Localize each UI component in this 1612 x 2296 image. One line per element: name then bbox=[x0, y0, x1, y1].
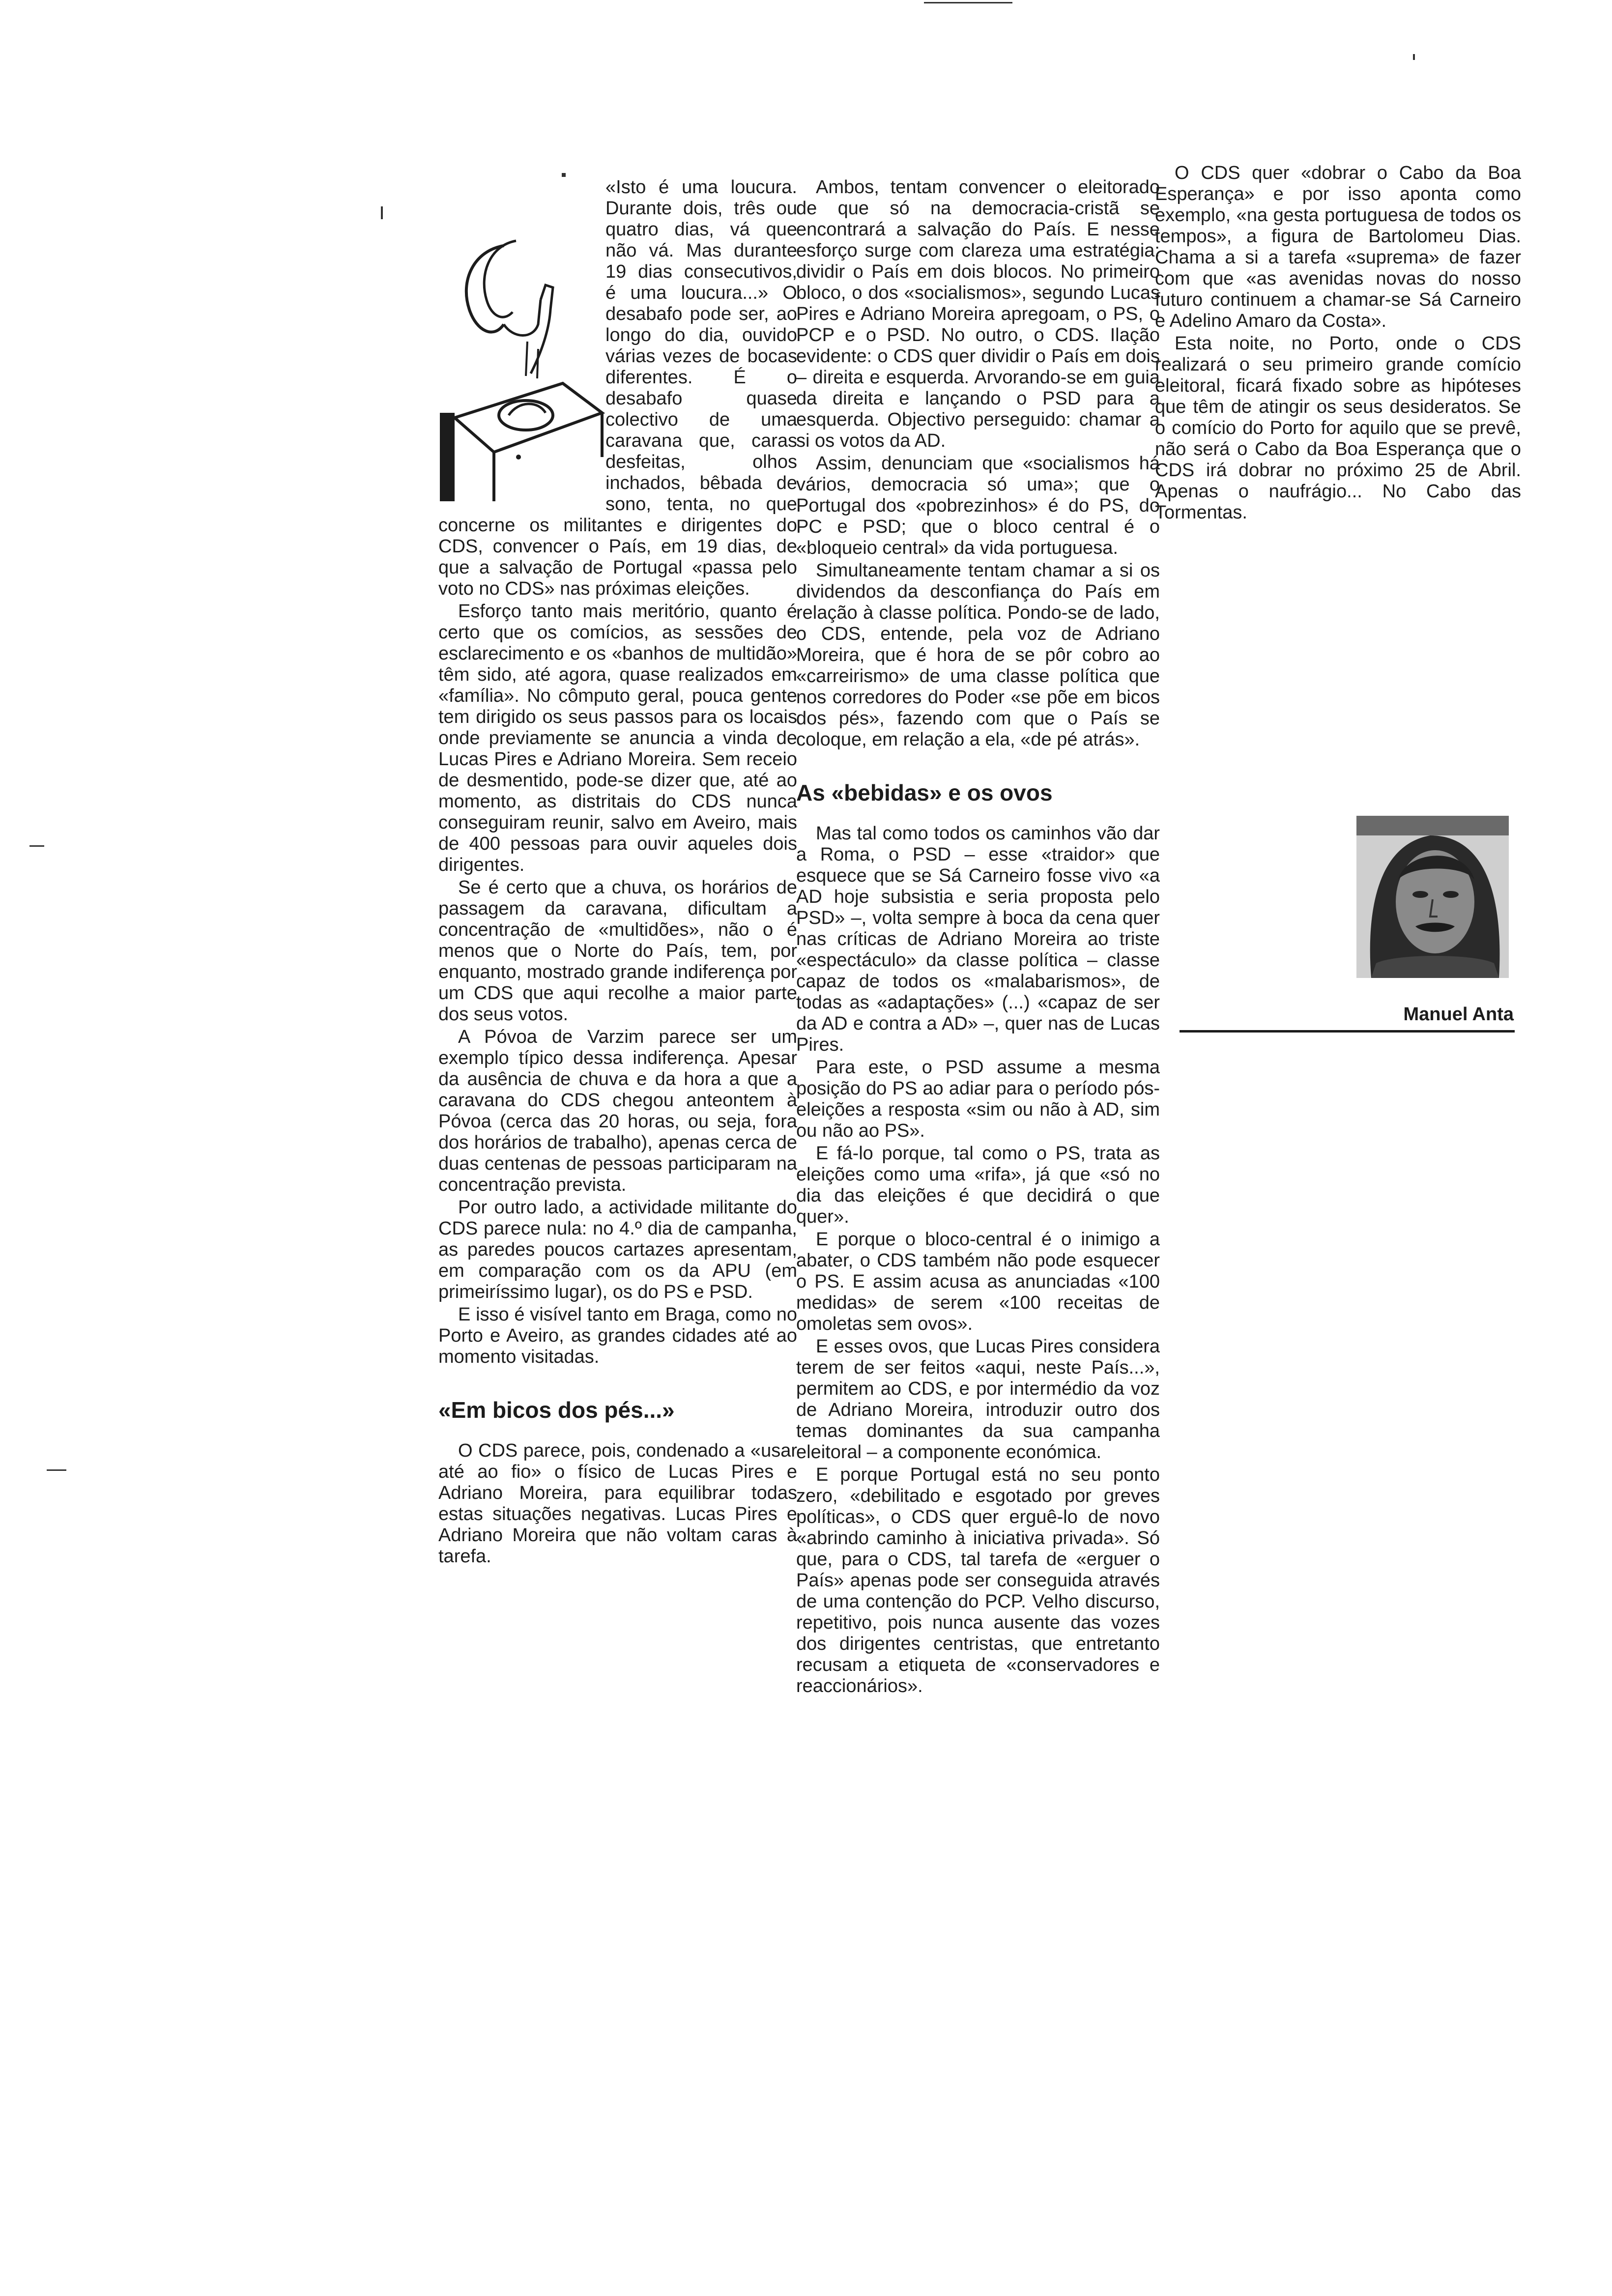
subhead-bebidas-e-ovos: As «bebidas» e os ovos bbox=[796, 780, 1053, 805]
scan-mark bbox=[562, 173, 566, 177]
paragraph: Simultaneamente tentam chamar a si os dividendos da desconfiança do País em relação à classe política. Pondo-se de lado, o CDS, entende, pela voz de Adriano Moreira, que é hora de se pôr cobro ao «carreirismo» de uma classe política que nos corredores do Poder «se põe em bicos dos pés», fazendo com que o País se coloque, em relação a ela, «de pé atrás». bbox=[796, 560, 1160, 750]
paragraph: E esses ovos, que Lucas Pires considera terem de ser feitos «aqui, neste País...», permitem ao CDS, e por intermédio da voz de Adriano Moreira, introduzir outro dos temas dominantes da sua campanha eleitoral – a componente económica. bbox=[796, 1336, 1160, 1463]
paragraph: Mas tal como todos os caminhos vão dar a Roma, o PSD – esse «traidor» que esquece que se Sá Carneiro fosse vivo «a AD hoje subsistia e seria proposta pelo PSD» –, volta sempre à boca da cena quer nas críticas de Adriano Moreira ao triste «espectáculo» da classe política – classe capaz de todos os «malabarismos», de todas as «adaptações» (...) «capaz de ser da AD e contra a AD» –, quer nas de Lucas Pires. bbox=[796, 823, 1160, 1055]
scan-mark bbox=[47, 1469, 66, 1471]
paragraph: Esta noite, no Porto, onde o CDS realizará o seu primeiro grande comício eleitoral, ficará fixado sobre as hipóteses que têm de atingir os seus desideratos. Se o comício do Porto for aquilo que se prevê, não será o Cabo da Boa Esperança que o CDS irá dobrar no próximo 25 de Abril. Apenas o naufrágio... No Cabo das Tormentas. bbox=[1155, 333, 1521, 523]
ballot-illustration bbox=[440, 226, 607, 501]
article-column-2 bbox=[796, 177, 1160, 1697]
paragraph: Se é certo que a chuva, os horários de passagem da caravana, dificultam a concentração de «multidões», não o é menos que o Norte do País, tem, por enquanto, mostrado grande indiferença por um CDS que aqui recolhe a maior parte dos seus votos. bbox=[438, 877, 797, 1025]
scan-mark bbox=[1413, 54, 1415, 60]
paragraph: O CDS quer «dobrar o Cabo da Boa Esperança» e por isso aponta como exemplo, «na gesta portuguesa de todos os tempos», a figura de Bartolomeu Dias. Chama a si a tarefa «suprema» de fazer com que «as avenidas novas do nosso futuro continuem a chamar-se Sá Carneiro e Adelino Amaro da Costa». bbox=[1155, 163, 1521, 331]
paragraph: Esforço tanto mais meritório, quanto é certo que os comícios, as sessões de esclarecimento e os «banhos de multidão» têm sido, até agora, quase realizados em «família». No cômputo geral, pouca gente tem dirigido os seus passos para os locais onde previamente se anuncia a vinda de Lucas Pires e Adriano Moreira. Sem receio de desmentido, pode-se dizer que, até ao momento, as distritais do CDS nunca conseguiram reunir, salvo em Aveiro, mais de 400 pessoas para ouvir aqueles dois dirigentes. bbox=[438, 601, 797, 875]
portrait-photo bbox=[1356, 816, 1509, 978]
paragraph: E porque o bloco-central é o inimigo a abater, o CDS também não pode esquecer o PS. E assim acusa as anunciadas «100 medidas» de serem «100 receitas de omoletas sem ovos». bbox=[796, 1229, 1160, 1334]
paragraph-lead: «Isto é uma loucura. Durante dois, três ou quatro dias, vá que não vá. Mas durante 19 dias consecutivos, é uma loucura...» O desabafo pode ser, ao longo do dia, ouvido várias vezes de bocas diferentes. É o desabafo quase colectivo de uma caravana que, caras desfeitas, olhos inchados, bêbada de sono, tenta, no que concerne os militantes e dirigentes do CDS, convencer o País, em 19 dias, de que a salvação de Portugal «passa pelo voto no CDS» nas próximas eleições. bbox=[438, 177, 797, 599]
paragraph: E fá-lo porque, tal como o PS, trata as eleições como uma «rifa», já que «só no dia das eleições é que decidirá o que quer». bbox=[796, 1143, 1160, 1227]
paragraph: E porque Portugal está no seu ponto zero, «debilitado e esgotado por greves políticas», o CDS quer erguê-lo de novo «abrindo caminho à iniciativa privada». Só que, para o CDS, tal tarefa de «erguer o País» apenas pode ser conseguida através de uma contenção do PCP. Velho discurso, repetitivo, pois nunca ausente das vozes dos dirigentes centristas, que entretanto recusam a etiqueta de «conservadores e reaccionários». bbox=[796, 1464, 1160, 1696]
byline-rule bbox=[1180, 1030, 1515, 1033]
article-column-3 bbox=[1155, 161, 1521, 523]
scan-mark bbox=[29, 845, 44, 847]
paragraph: Por outro lado, a actividade militante do CDS parece nula: no 4.º dia de campanha, as paredes poucos cartazes apresentam, em comparação com os da APU (em primeiríssimo lugar), os do PS e PSD. bbox=[438, 1197, 797, 1302]
byline: Manuel Anta bbox=[1403, 1004, 1514, 1025]
scan-mark bbox=[924, 2, 1012, 3]
paragraph: Para este, o PSD assume a mesma posição do PS ao adiar para o período pós-eleições a resposta «sim ou não à AD, sim ou não ao PS». bbox=[796, 1057, 1160, 1141]
paragraph: A Póvoa de Varzim parece ser um exemplo típico dessa indiferença. Apesar da ausência de chuva e da hora a que a caravana do CDS chegou anteontem à Póvoa (cerca das 20 horas, ou seja, fora dos horários de trabalho), apenas cerca de duas centenas de pessoas participaram na concentração prevista. bbox=[438, 1027, 797, 1195]
paragraph: E isso é visível tanto em Braga, como no Porto e Aveiro, as grandes cidades até ao momento visitadas. bbox=[438, 1304, 797, 1367]
scan-mark bbox=[381, 206, 383, 219]
subhead-em-bicos-dos-pes: «Em bicos dos pés...» bbox=[438, 1397, 675, 1423]
paragraph: Assim, denunciam que «socialismos há vários, democracia só uma»; que o Portugal dos «pobrezinhos» é do PS, do PC e PSD; que o bloco central é o «bloqueio central» da vida portuguesa. bbox=[796, 453, 1160, 558]
paragraph: O CDS parece, pois, condenado a «usar até ao fio» o físico de Lucas Pires e Adriano Moreira, para equilibrar todas estas situações negativas. Lucas Pires e Adriano Moreira que não voltam caras à tarefa. bbox=[438, 1440, 797, 1567]
paragraph: Ambos, tentam convencer o eleitorado de que só na democracia-cristã se encontrará a salvação do País. E nesse esforço surge com clareza uma estratégia: dividir o País em dois blocos. No primeiro bloco, o dos «socialismos», segundo Lucas Pires e Adriano Moreira apregoam, o PS, o PCP e o PSD. No outro, o CDS. Ilação evidente: o CDS quer dividir o País em dois – direita e esquerda. Arvorando-se em guia da direita e lançando o PSD para a esquerda. Objectivo perseguido: chamar a si os votos da AD. bbox=[796, 177, 1160, 451]
